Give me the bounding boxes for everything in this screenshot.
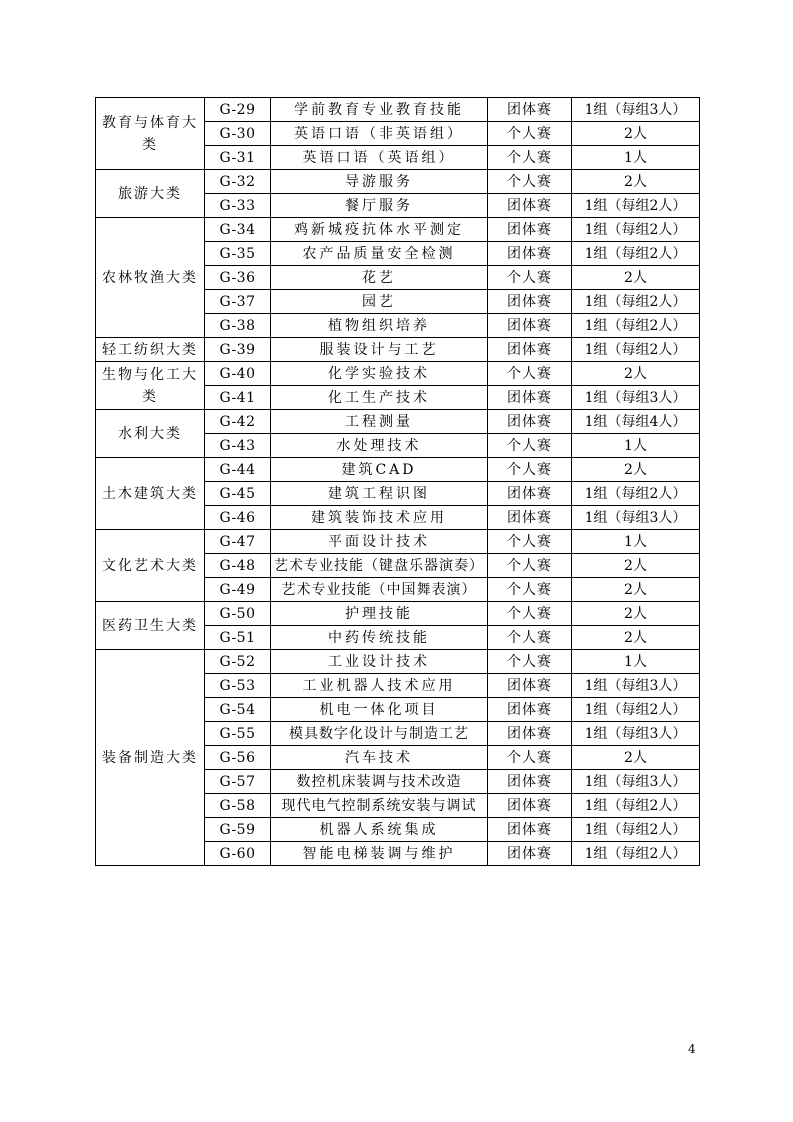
type-cell: 个人赛 <box>488 458 572 482</box>
type-cell: 个人赛 <box>488 602 572 626</box>
type-cell: 个人赛 <box>488 146 572 170</box>
competition-table <box>95 97 700 866</box>
category-cell: 土木建筑大类 <box>96 458 205 530</box>
name-cell: 化工生产技术 <box>271 386 488 410</box>
size-cell: 1组（每组2人） <box>572 218 700 242</box>
name-cell: 导游服务 <box>271 170 488 194</box>
type-cell: 个人赛 <box>488 362 572 386</box>
type-cell: 团体赛 <box>488 290 572 314</box>
size-cell: 1人 <box>572 650 700 674</box>
table-row <box>96 410 700 434</box>
type-cell: 团体赛 <box>488 386 572 410</box>
table-row <box>96 362 700 386</box>
code-cell: G-46 <box>205 506 271 530</box>
name-cell: 英语口语（非英语组） <box>271 122 488 146</box>
size-cell: 2人 <box>572 746 700 770</box>
type-cell: 个人赛 <box>488 626 572 650</box>
name-cell: 英语口语（英语组） <box>271 146 488 170</box>
code-cell: G-60 <box>205 842 271 866</box>
size-cell: 1组（每组2人） <box>572 698 700 722</box>
size-cell: 2人 <box>572 554 700 578</box>
code-cell: G-44 <box>205 458 271 482</box>
code-cell: G-48 <box>205 554 271 578</box>
name-cell: 花艺 <box>271 266 488 290</box>
name-cell: 服装设计与工艺 <box>271 338 488 362</box>
name-cell: 工业设计技术 <box>271 650 488 674</box>
name-cell: 农产品质量安全检测 <box>271 242 488 266</box>
category-cell: 医药卫生大类 <box>96 602 205 650</box>
table-row <box>96 458 700 482</box>
table-body <box>96 98 700 866</box>
name-cell: 化学实验技术 <box>271 362 488 386</box>
type-cell: 团体赛 <box>488 842 572 866</box>
size-cell: 1人 <box>572 146 700 170</box>
name-cell: 机电一体化项目 <box>271 698 488 722</box>
type-cell: 团体赛 <box>488 194 572 218</box>
name-cell: 建筑CAD <box>271 458 488 482</box>
type-cell: 团体赛 <box>488 314 572 338</box>
table-row <box>96 98 700 122</box>
category-cell: 装备制造大类 <box>96 650 205 866</box>
name-cell: 工业机器人技术应用 <box>271 674 488 698</box>
type-cell: 个人赛 <box>488 266 572 290</box>
code-cell: G-56 <box>205 746 271 770</box>
code-cell: G-50 <box>205 602 271 626</box>
size-cell: 1组（每组3人） <box>572 722 700 746</box>
size-cell: 1组（每组2人） <box>572 314 700 338</box>
type-cell: 团体赛 <box>488 218 572 242</box>
type-cell: 团体赛 <box>488 794 572 818</box>
size-cell: 1人 <box>572 530 700 554</box>
size-cell: 1组（每组2人） <box>572 290 700 314</box>
type-cell: 团体赛 <box>488 242 572 266</box>
code-cell: G-57 <box>205 770 271 794</box>
type-cell: 团体赛 <box>488 98 572 122</box>
size-cell: 1组（每组3人） <box>572 770 700 794</box>
code-cell: G-42 <box>205 410 271 434</box>
code-cell: G-41 <box>205 386 271 410</box>
code-cell: G-34 <box>205 218 271 242</box>
code-cell: G-38 <box>205 314 271 338</box>
size-cell: 2人 <box>572 122 700 146</box>
code-cell: G-59 <box>205 818 271 842</box>
category-cell: 旅游大类 <box>96 170 205 218</box>
type-cell: 团体赛 <box>488 818 572 842</box>
name-cell: 园艺 <box>271 290 488 314</box>
name-cell: 建筑工程识图 <box>271 482 488 506</box>
code-cell: G-52 <box>205 650 271 674</box>
name-cell: 艺术专业技能（中国舞表演） <box>271 578 488 602</box>
table-row <box>96 218 700 242</box>
code-cell: G-54 <box>205 698 271 722</box>
code-cell: G-45 <box>205 482 271 506</box>
size-cell: 1组（每组2人） <box>572 482 700 506</box>
code-cell: G-47 <box>205 530 271 554</box>
type-cell: 团体赛 <box>488 482 572 506</box>
category-cell: 农林牧渔大类 <box>96 218 205 338</box>
size-cell: 1组（每组3人） <box>572 98 700 122</box>
type-cell: 个人赛 <box>488 122 572 146</box>
size-cell: 1组（每组2人） <box>572 842 700 866</box>
size-cell: 1组（每组2人） <box>572 818 700 842</box>
size-cell: 2人 <box>572 362 700 386</box>
type-cell: 个人赛 <box>488 434 572 458</box>
size-cell: 1组（每组4人） <box>572 410 700 434</box>
code-cell: G-49 <box>205 578 271 602</box>
code-cell: G-36 <box>205 266 271 290</box>
code-cell: G-43 <box>205 434 271 458</box>
category-cell: 水利大类 <box>96 410 205 458</box>
category-cell: 轻工纺织大类 <box>96 338 205 362</box>
name-cell: 现代电气控制系统安装与调试 <box>271 794 488 818</box>
table-row <box>96 170 700 194</box>
name-cell: 平面设计技术 <box>271 530 488 554</box>
name-cell: 模具数字化设计与制造工艺 <box>271 722 488 746</box>
size-cell: 2人 <box>572 170 700 194</box>
size-cell: 1组（每组3人） <box>572 386 700 410</box>
category-cell: 教育与体育大类 <box>96 98 205 170</box>
code-cell: G-51 <box>205 626 271 650</box>
size-cell: 2人 <box>572 578 700 602</box>
size-cell: 1组（每组2人） <box>572 194 700 218</box>
name-cell: 餐厅服务 <box>271 194 488 218</box>
name-cell: 中药传统技能 <box>271 626 488 650</box>
code-cell: G-58 <box>205 794 271 818</box>
name-cell: 学前教育专业教育技能 <box>271 98 488 122</box>
name-cell: 数控机床装调与技术改造 <box>271 770 488 794</box>
name-cell: 水处理技术 <box>271 434 488 458</box>
type-cell: 团体赛 <box>488 674 572 698</box>
code-cell: G-31 <box>205 146 271 170</box>
code-cell: G-29 <box>205 98 271 122</box>
size-cell: 1组（每组3人） <box>572 674 700 698</box>
type-cell: 个人赛 <box>488 554 572 578</box>
type-cell: 团体赛 <box>488 338 572 362</box>
size-cell: 1组（每组2人） <box>572 338 700 362</box>
type-cell: 团体赛 <box>488 698 572 722</box>
type-cell: 个人赛 <box>488 746 572 770</box>
type-cell: 团体赛 <box>488 770 572 794</box>
type-cell: 个人赛 <box>488 170 572 194</box>
table-row <box>96 338 700 362</box>
type-cell: 团体赛 <box>488 722 572 746</box>
code-cell: G-53 <box>205 674 271 698</box>
size-cell: 2人 <box>572 626 700 650</box>
size-cell: 2人 <box>572 266 700 290</box>
name-cell: 工程测量 <box>271 410 488 434</box>
name-cell: 智能电梯装调与维护 <box>271 842 488 866</box>
table-row <box>96 650 700 674</box>
category-cell: 文化艺术大类 <box>96 530 205 602</box>
name-cell: 建筑装饰技术应用 <box>271 506 488 530</box>
code-cell: G-32 <box>205 170 271 194</box>
name-cell: 机器人系统集成 <box>271 818 488 842</box>
name-cell: 艺术专业技能（键盘乐器演奏） <box>271 554 488 578</box>
page-number: 4 <box>688 1042 696 1056</box>
size-cell: 1人 <box>572 434 700 458</box>
category-cell: 生物与化工大类 <box>96 362 205 410</box>
name-cell: 鸡新城疫抗体水平测定 <box>271 218 488 242</box>
type-cell: 团体赛 <box>488 506 572 530</box>
name-cell: 护理技能 <box>271 602 488 626</box>
size-cell: 1组（每组2人） <box>572 794 700 818</box>
type-cell: 个人赛 <box>488 530 572 554</box>
name-cell: 汽车技术 <box>271 746 488 770</box>
size-cell: 2人 <box>572 602 700 626</box>
code-cell: G-35 <box>205 242 271 266</box>
table-row <box>96 602 700 626</box>
code-cell: G-30 <box>205 122 271 146</box>
code-cell: G-39 <box>205 338 271 362</box>
size-cell: 1组（每组3人） <box>572 506 700 530</box>
name-cell: 植物组织培养 <box>271 314 488 338</box>
type-cell: 团体赛 <box>488 410 572 434</box>
code-cell: G-37 <box>205 290 271 314</box>
code-cell: G-33 <box>205 194 271 218</box>
type-cell: 个人赛 <box>488 650 572 674</box>
code-cell: G-55 <box>205 722 271 746</box>
size-cell: 1组（每组2人） <box>572 242 700 266</box>
table-row <box>96 530 700 554</box>
type-cell: 个人赛 <box>488 578 572 602</box>
size-cell: 2人 <box>572 458 700 482</box>
code-cell: G-40 <box>205 362 271 386</box>
